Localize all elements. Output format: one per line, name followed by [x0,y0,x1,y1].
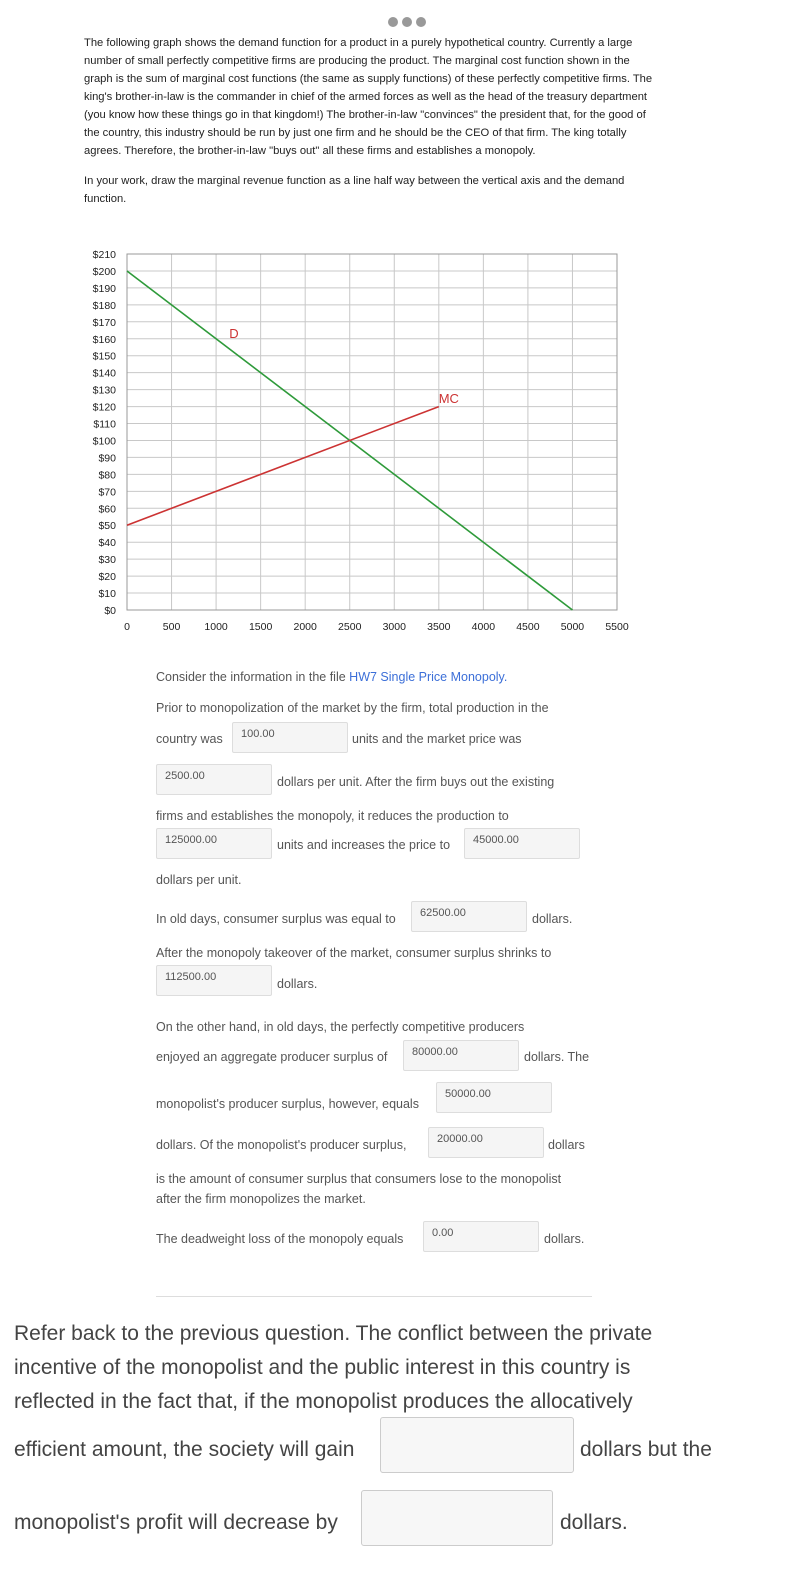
y-tick-label: $20 [98,571,116,584]
is-amount-text: is the amount of consumer surplus that consumers lose to the monopolist [156,1172,562,1186]
dollars-text-c: dollars [548,1138,585,1152]
x-tick-label: 1500 [248,621,273,633]
x-tick-label: 4500 [516,621,540,633]
monopoly-producer-surplus-input[interactable]: 50000.00 [436,1082,552,1113]
series-line-mc [127,407,439,526]
after-buyout-text: dollars per unit. After the firm buys out the existing [277,775,555,789]
q2-line-2: incentive of the monopolist and the public interest in this country is [14,1356,631,1379]
x-tick-label: 2500 [338,621,362,633]
hw7-file-link[interactable]: HW7 Single Price Monopoly. [349,670,508,684]
y-tick-label: $10 [98,588,116,601]
y-tick-label: $150 [92,350,116,363]
x-tick-label: 3000 [382,621,406,633]
profit-decrease-input[interactable] [361,1490,553,1546]
competitive-quantity-input[interactable]: 100.00 [232,722,348,753]
y-tick-label: $190 [92,282,116,295]
y-tick-label: $130 [92,384,116,397]
y-tick-label: $30 [98,554,116,567]
cs-lost-input[interactable]: 20000.00 [428,1127,544,1158]
dollars-per-unit-text: dollars per unit. [156,873,242,887]
y-tick-label: $140 [92,367,116,380]
intro-text [84,34,658,220]
y-tick-label: $160 [92,333,116,346]
demand-label: D [229,325,239,341]
y-tick-label: $80 [98,469,116,482]
mc-label: MC [438,391,459,407]
more-options-icon[interactable] [388,14,430,32]
x-tick-label: 3500 [427,621,451,633]
x-tick-label: 1000 [204,621,228,633]
dwl-text: The deadweight loss of the monopoly equals [156,1232,404,1246]
y-tick-label: $50 [98,520,116,533]
intro-paragraph-1: The following graph shows the demand function for a product in a purely hypothetical country. Currently a large number of small perfectly competitive firms are producing the product. The marginal cost function shown in the graph is the sum of marginal cost functions (the same as supply functions) of these perfectly competitive firms. The king's brother-in-law is the commander in chief of the armed forces as well as the head of the treasury department (you know how these things go in that kingdom!) The brother-in-law "convinces" the president that, for the good of the country, this industry should be run by just one firm and he should be the CEO of that firm. The king totally agrees. Therefore, the brother-in-law "buys out" all these firms and establishes a monopoly. [84,37,653,157]
y-tick-label: $120 [92,401,116,414]
prior-text: Prior to monopolization of the market by the firm, total production in the [156,701,549,715]
x-tick-label: 2000 [293,621,317,633]
monopoly-quantity-input[interactable]: 125000.00 [156,828,272,859]
old-consumer-surplus-input[interactable]: 62500.00 [411,901,527,932]
after-cs-text: After the monopoly takeover of the market, consumer surplus shrinks to [156,946,552,960]
firms-establish-text: firms and establishes the monopoly, it reduces the production to [156,809,509,823]
y-tick-label: $210 [92,250,116,261]
mono-ps-text: monopolist's producer surplus, however, equals [156,1097,419,1111]
dollars-end-text: dollars. [560,1511,628,1534]
demand-mc-chart [0,250,640,650]
y-tick-label: $0 [104,605,116,617]
dollars-the-text: dollars. The [524,1050,590,1064]
consider-text: Consider the information in the file HW7 Single Price Monopoly. [156,670,508,684]
x-tick-label: 500 [162,621,181,633]
dollars-text-d: dollars. [544,1232,585,1246]
y-tick-label: $110 [93,418,116,431]
monopoly-price-input[interactable]: 45000.00 [464,828,580,859]
dollars-but-text: dollars but the [580,1438,712,1461]
y-tick-label: $70 [98,486,116,499]
dollars-text-b: dollars. [277,977,318,991]
divider [156,1296,592,1297]
competitive-price-input[interactable]: 2500.00 [156,764,272,795]
units-increase-text: units and increases the price to [277,838,451,852]
y-tick-label: $180 [92,299,116,312]
y-tick-label: $100 [92,435,116,448]
old-cs-text: In old days, consumer surplus was equal to [156,912,396,926]
after-firm-text: after the firm monopolizes the market. [156,1192,366,1206]
other-hand-text: On the other hand, in old days, the perfectly competitive producers [156,1020,525,1034]
y-tick-label: $60 [98,503,116,516]
dollars-text-a: dollars. [532,912,573,926]
intro-paragraph-2: In your work, draw the marginal revenue function as a line half way between the vertical axis and the demand function. [84,175,625,205]
q2-line-4: efficient amount, the society will gain [14,1438,355,1461]
enjoyed-text: enjoyed an aggregate producer surplus of [156,1050,388,1064]
deadweight-loss-input[interactable]: 0.00 [423,1221,539,1252]
x-tick-label: 5000 [560,621,585,633]
country-was-text: country was [156,732,223,746]
y-tick-label: $90 [98,452,116,465]
y-tick-label: $40 [98,537,116,550]
new-consumer-surplus-input[interactable]: 112500.00 [156,965,272,996]
of-mono-ps-text: dollars. Of the monopolist's producer surplus, [156,1138,407,1152]
q2-line-1: Refer back to the previous question. The conflict between the private [14,1322,653,1345]
units-price-text: units and the market price was [352,732,522,746]
old-producer-surplus-input[interactable]: 80000.00 [403,1040,519,1071]
x-tick-label: 4000 [471,621,496,633]
q2-line-5: monopolist's profit will decrease by [14,1511,338,1534]
x-tick-label: 0 [124,621,130,633]
y-tick-label: $200 [92,265,116,278]
y-tick-label: $170 [92,316,116,329]
q2-line-3: reflected in the fact that, if the monopolist produces the allocatively [14,1390,633,1413]
society-gain-input[interactable] [380,1417,574,1473]
x-tick-label: 5500 [605,621,629,633]
